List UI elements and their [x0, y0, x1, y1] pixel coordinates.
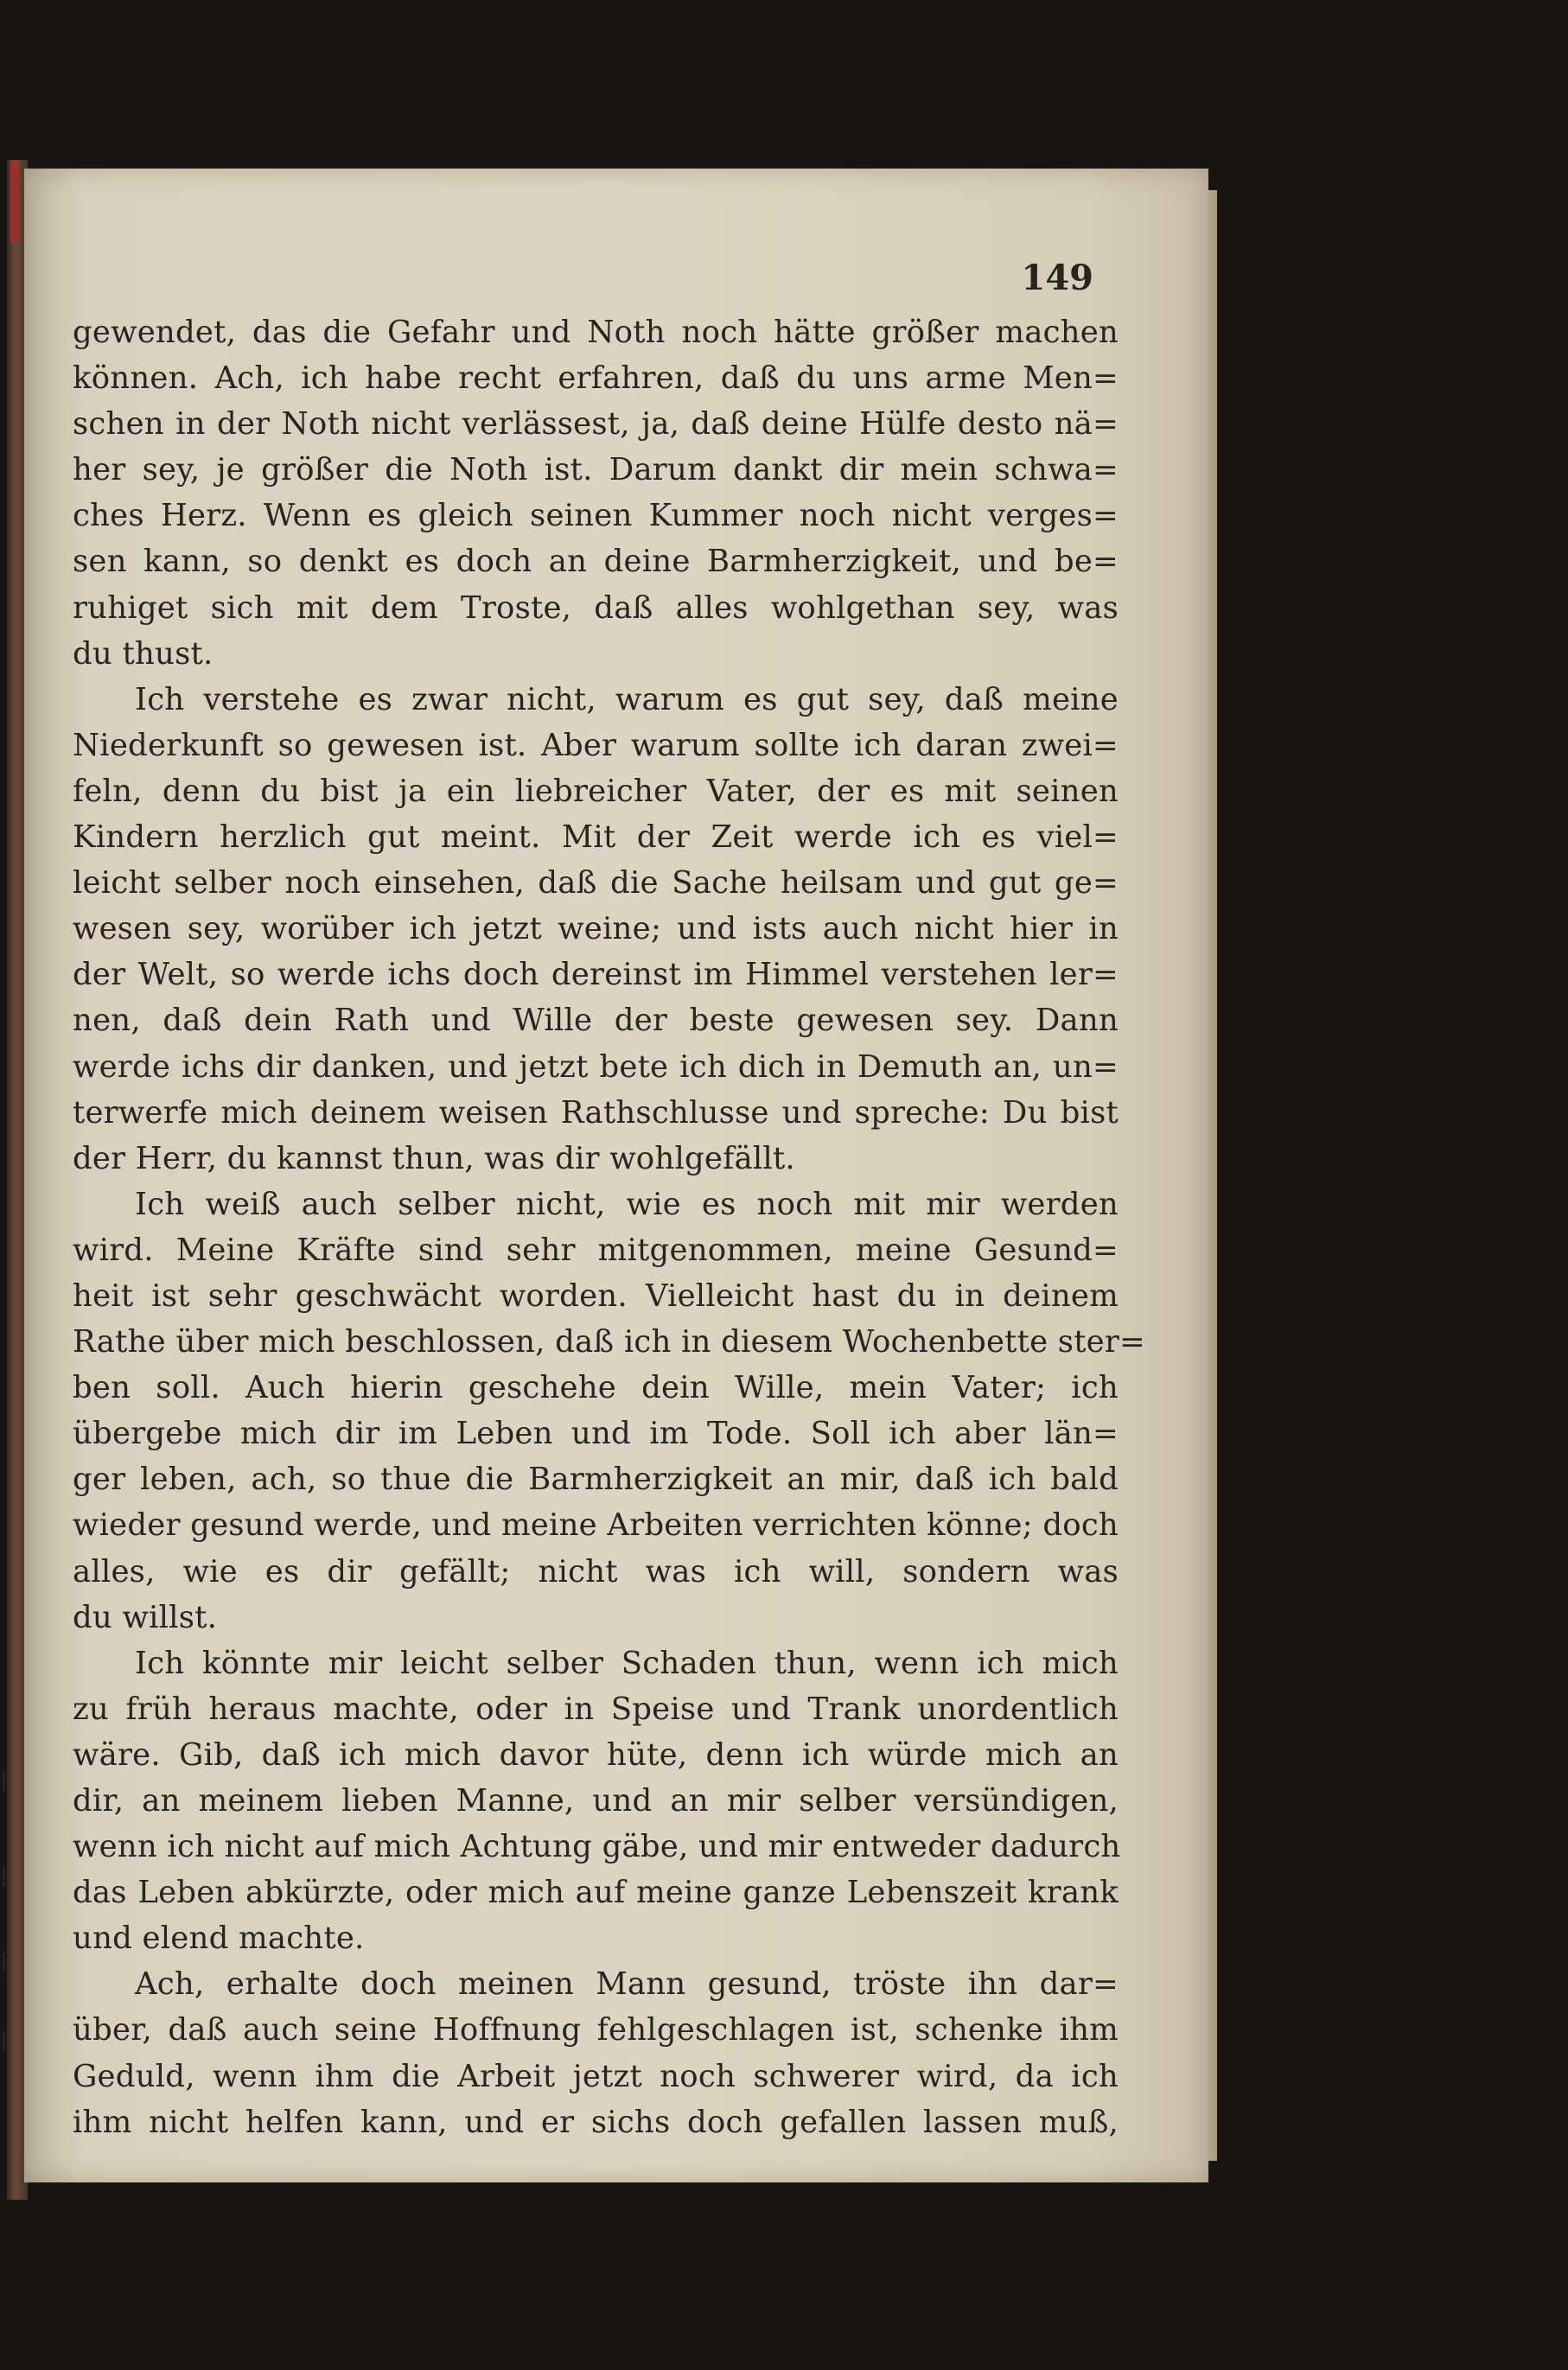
text-line: das Leben abkürzte, oder mich auf meine ganze Lebenszeit krank: [73, 1875, 1119, 1911]
text-line: her sey, je größer die Noth ist. Darum dankt dir mein schwa=: [73, 452, 1119, 488]
text-line: heit ist sehr geschwächt worden. Vielleicht hast du in deinem: [73, 1277, 1119, 1314]
text-line: über, daß auch seine Hoffnung fehlgeschlagen ist, schenke ihm: [73, 2012, 1119, 2048]
text-line: Niederkunft so gewesen ist. Aber warum sollte ich daran zwei=: [73, 727, 1119, 763]
text-line: ches Herz. Wenn es gleich seinen Kummer noch nicht verges=: [73, 498, 1119, 534]
text-line: ihm nicht helfen kann, und er sichs doch gefallen lassen muß,: [73, 2104, 1119, 2140]
text-line: Ich verstehe es zwar nicht, warum es gut sey, daß meine: [135, 681, 1119, 717]
text-line: ruhiget sich mit dem Troste, daß alles wohlgethan sey, was: [73, 589, 1119, 626]
text-line: dir, an meinem lieben Manne, und an mir selber versündigen,: [73, 1783, 1119, 1819]
text-line: Ich weiß auch selber nicht, wie es noch mit mir werden: [135, 1186, 1119, 1222]
text-line: Geduld, wenn ihm die Arbeit jetzt noch schwerer wird, da ich: [73, 2058, 1119, 2094]
text-line: werde ichs dir danken, und jetzt bete ich dich in Demuth an, un=: [73, 1048, 1119, 1085]
text-line: wird. Meine Kräfte sind sehr mitgenommen, meine Gesund=: [73, 1232, 1119, 1268]
body-text: [73, 309, 1145, 2145]
text-line: gewendet, das die Gefahr und Noth noch hätte größer machen: [73, 315, 1119, 350]
text-line: der Herr, du kannst thun, was dir wohlgefällt.: [73, 1140, 795, 1176]
text-line: wesen sey, worüber ich jetzt weine; und ists auch nicht hier in: [73, 911, 1119, 947]
text-line: der Welt, so werde ichs doch dereinst im Himmel verstehen ler=: [73, 957, 1119, 993]
page-number: 149: [1021, 258, 1093, 298]
text-line: können. Ach, ich habe recht erfahren, daß du uns arme Men=: [73, 360, 1119, 397]
text-line: Ich könnte mir leicht selber Schaden thun, wenn ich mich: [135, 1645, 1119, 1681]
text-line: und elend machte.: [73, 1921, 365, 1957]
text-line: leicht selber noch einsehen, daß die Sache heilsam und gut ge=: [73, 865, 1119, 901]
text-line: feln, denn du bist ja ein liebreicher Vater, der es mit seinen: [73, 773, 1119, 809]
text-line: wenn ich nicht auf mich Achtung gäbe, und mir entweder dadurch: [73, 1829, 1121, 1865]
text-line: Rathe über mich beschlossen, daß ich in diesem Wochenbette ster=: [73, 1324, 1145, 1360]
text-line: du thust.: [73, 635, 214, 672]
text-line: sen kann, so denkt es doch an deine Barmherzigkeit, und be=: [73, 544, 1119, 580]
text-line: wäre. Gib, daß ich mich davor hüte, denn ich würde mich an: [73, 1736, 1119, 1773]
text-line: schen in der Noth nicht verlässest, ja, daß deine Hülfe desto nä=: [73, 406, 1119, 443]
text-line: Kindern herzlich gut meint. Mit der Zeit werde ich es viel=: [73, 819, 1119, 856]
text-line: zu früh heraus machte, oder in Speise und Trank unordentlich: [73, 1691, 1119, 1727]
text-line: ben soll. Auch hierin geschehe dein Wille, mein Vater; ich: [73, 1370, 1119, 1406]
text-line: du willst.: [73, 1599, 218, 1635]
text-line: nen, daß dein Rath und Wille der beste gewesen sey. Dann: [73, 1003, 1119, 1039]
text-line: terwerfe mich deinem weisen Rathschlusse und spreche: Du bist: [73, 1094, 1119, 1131]
text-line: übergebe mich dir im Leben und im Tode. Soll ich aber län=: [73, 1416, 1119, 1452]
book-edge-red-mark: [10, 160, 19, 242]
text-line: wieder gesund werde, und meine Arbeiten verrichten könne; doch: [73, 1507, 1119, 1544]
text-line: Ach, erhalte doch meinen Mann gesund, tröste ihn dar=: [135, 1966, 1119, 2003]
margin-marks: [0, 1772, 12, 2066]
text-line: ger leben, ach, so thue die Barmherzigkeit an mir, daß ich bald: [73, 1462, 1119, 1498]
text-line: alles, wie es dir gefällt; nicht was ich will, sondern was: [73, 1553, 1119, 1590]
